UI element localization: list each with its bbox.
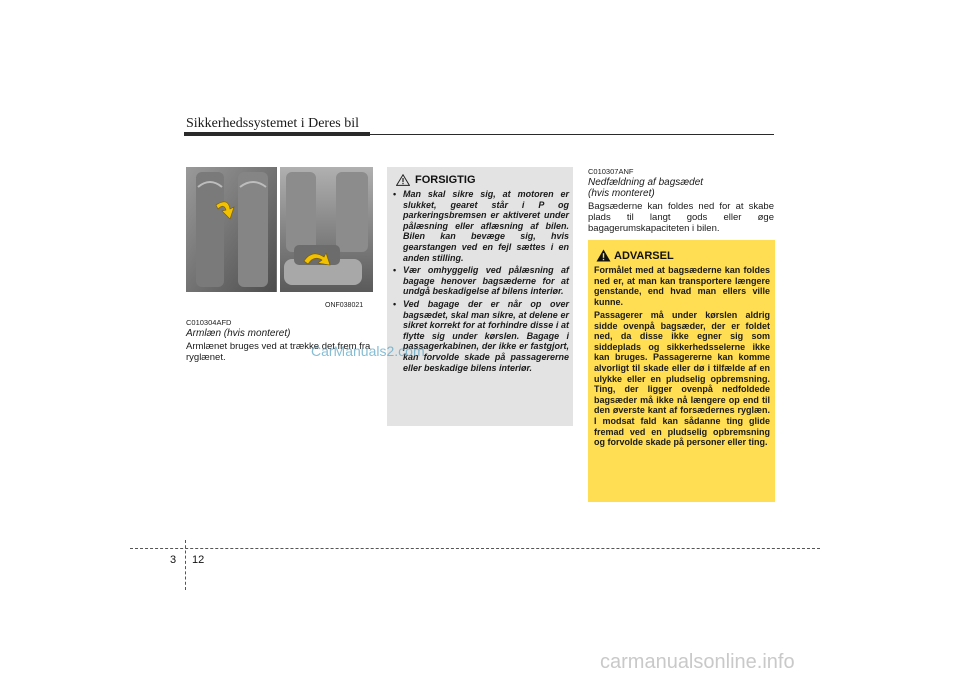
caution-item: • Man skal sikre sig, at motoren er slukket, gearet står i P og parkeringsbremsen er aktiveret under pålæsning eller aflæsning af bilen. Bilen kan bevæge sig, hvis gearstangen ved en fejl sættes i en anden stilling. xyxy=(391,189,569,263)
caution-title: FORSIGTIG xyxy=(415,174,476,186)
page-section-number: 3 xyxy=(170,554,177,566)
subheading-armrest: Armlæn (hvis monteret) xyxy=(186,328,291,339)
caution-item: • Ved bagage der er når op over bagsædet, skal man sikre, at delene er sikret korrekt for at forhindre disse i at flytte sig under kørslen. Bagage i passagerkabinen, der ikke er fastgjort, kan forvolde skade på passagererne eller beskadige bilens interiør. xyxy=(391,299,569,373)
section-code-armrest: C010304AFD xyxy=(186,318,232,327)
armrest-photo xyxy=(186,167,373,292)
watermark-carmanuals: CarManuals2.com xyxy=(311,343,425,359)
warning-paragraph-2: Passagerer må under kørslen aldrig sidde ovenpå bagsæder, der er foldet ned, da disse ikke egner sig som siddeplads og sikkerhedsselerne ikke kan bruges. Passagererne kan komme alvorligt til skade eller dø i tilfælde af en ulykke eller en pludselig opbremsning. Ting, der ligger ovenpå nedfoldede bagsæder må ikke nå længere op end til den øverste kant af forsædernes ryglæn. I modsat fald kan sådanne ting glide fremad ved en pludselig opbremsning og forvolde skade på personer eller ting. xyxy=(594,310,770,448)
page-header-title: Sikkerhedssystemet i Deres bil xyxy=(186,116,360,131)
caution-item: • Vær omhyggelig ved pålæsning af bagage henover bagsæderne for at undgå beskadigelse af bilens interiør. xyxy=(391,265,569,297)
warning-triangle-icon xyxy=(596,249,611,262)
fold-description: Bagsæderne kan foldes ned for at skabe plads til langt gods eller øge bagagerumskapaciteten i bilen. xyxy=(588,201,774,234)
page-number: 12 xyxy=(192,554,205,566)
header-rule-thin xyxy=(370,134,774,135)
armrest-illustration xyxy=(186,167,373,292)
warning-paragraph-1: Formålet med at bagsæderne kan foldes ned er, at man kan transportere længere genstande, end hvad man ellers ville kunne. xyxy=(594,265,770,307)
watermark-carmanualsonline: carmanualsonline.info xyxy=(600,651,795,673)
armrest-description: Armlænet bruges ved at trække det frem fra ryglænet. xyxy=(186,341,371,363)
footer-rule xyxy=(130,548,820,549)
photo-label: ONF038021 xyxy=(325,302,364,309)
warning-title: ADVARSEL xyxy=(614,250,674,262)
subheading-fold-condition: (hvis monteret) xyxy=(588,188,655,199)
subheading-fold: Nedfældning af bagsædet xyxy=(588,177,704,188)
caution-triangle-icon xyxy=(396,174,410,186)
section-code-fold: C010307ANF xyxy=(588,167,634,176)
header-rule-bold xyxy=(184,132,370,136)
footer-margin-mark xyxy=(185,540,186,590)
